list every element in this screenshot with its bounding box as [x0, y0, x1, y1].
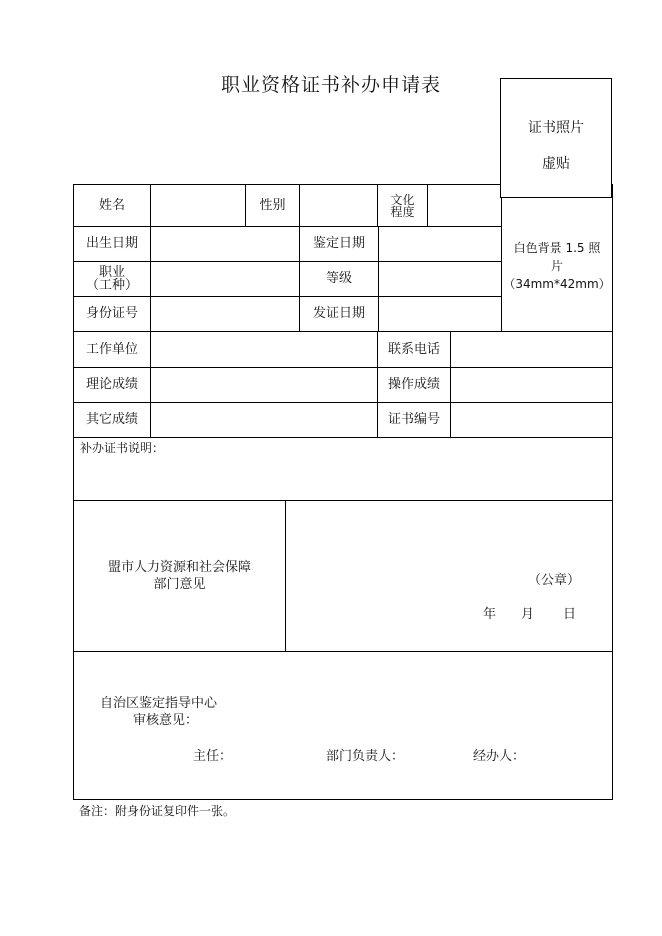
gender-label: 性别	[259, 198, 286, 213]
occupation-label-line2: （工种）	[85, 277, 138, 293]
center-opinion-label-2: 审核意见：	[133, 713, 199, 728]
handler-signature-label: 经办人：	[473, 749, 526, 764]
hr-dept-opinion-label	[74, 500, 285, 651]
day-label: 日	[563, 607, 577, 622]
occupation-label	[74, 261, 150, 296]
issue-date-field[interactable]	[379, 296, 501, 331]
education-label-line2: 程度	[390, 204, 415, 219]
other-score-field[interactable]	[151, 402, 377, 437]
hr-dept-label-line1: 盟市人力资源和社会保障	[107, 559, 251, 575]
director-signature-label: 主任：	[193, 749, 233, 764]
page-title: 职业资格证书补办申请表	[220, 74, 441, 96]
name-label: 姓名	[98, 198, 125, 213]
photo-requirement-note	[501, 239, 613, 293]
occupation-field[interactable]	[151, 261, 299, 296]
practical-score-field[interactable]	[451, 367, 613, 402]
theory-score-field[interactable]	[151, 367, 377, 402]
application-form-table	[73, 184, 613, 800]
cert-number-field[interactable]	[451, 402, 613, 437]
explanation-label: 补办证书说明：	[80, 441, 165, 455]
other-score-label: 其它成绩	[85, 412, 138, 427]
grade-label: 等级	[325, 271, 352, 286]
year-label: 年	[483, 607, 497, 622]
phone-label: 联系电话	[387, 341, 440, 357]
birth-date-label: 出生日期	[85, 236, 138, 251]
phone-field[interactable]	[451, 331, 613, 367]
appraisal-date-label: 鉴定日期	[312, 236, 365, 251]
employer-field[interactable]	[151, 331, 377, 367]
theory-score-label: 理论成绩	[85, 377, 138, 392]
center-opinion-label: 自治区鉴定指导中心	[100, 696, 218, 711]
explanation-field[interactable]	[80, 457, 606, 497]
name-field[interactable]	[151, 185, 245, 226]
footnote: 备注：附身份证复印件一张。	[79, 804, 236, 818]
official-seal-label: （公章）	[528, 573, 581, 588]
education-field[interactable]	[428, 185, 501, 226]
education-label	[378, 185, 427, 226]
cert-number-label: 证书编号	[387, 412, 440, 427]
id-number-field[interactable]	[151, 296, 299, 331]
dept-head-signature-label: 部门负责人：	[326, 749, 405, 764]
month-label: 月	[521, 607, 535, 622]
photo-label: 证书照片	[528, 120, 584, 136]
photo-note-line1: 白色背景 1.5 照	[513, 241, 601, 255]
photo-label-2: 虚贴	[542, 156, 570, 172]
row-divider	[74, 651, 613, 652]
birth-date-field[interactable]	[151, 226, 299, 261]
education-label-line1: 文化	[390, 192, 415, 207]
employer-label: 工作单位	[85, 341, 138, 357]
row-divider	[74, 437, 613, 438]
id-number-label: 身份证号	[85, 306, 138, 321]
photo-note-line2: 片（34mm*42mm）	[503, 259, 611, 291]
photo-placeholder[interactable]	[500, 78, 612, 198]
practical-score-label: 操作成绩	[387, 377, 440, 392]
hr-dept-label-line2: 部门意见	[153, 576, 206, 592]
issue-date-label: 发证日期	[312, 306, 365, 321]
occupation-label-line1: 职业	[98, 264, 125, 280]
grade-field[interactable]	[379, 261, 501, 296]
appraisal-date-field[interactable]	[379, 226, 501, 261]
gender-field[interactable]	[300, 185, 377, 226]
